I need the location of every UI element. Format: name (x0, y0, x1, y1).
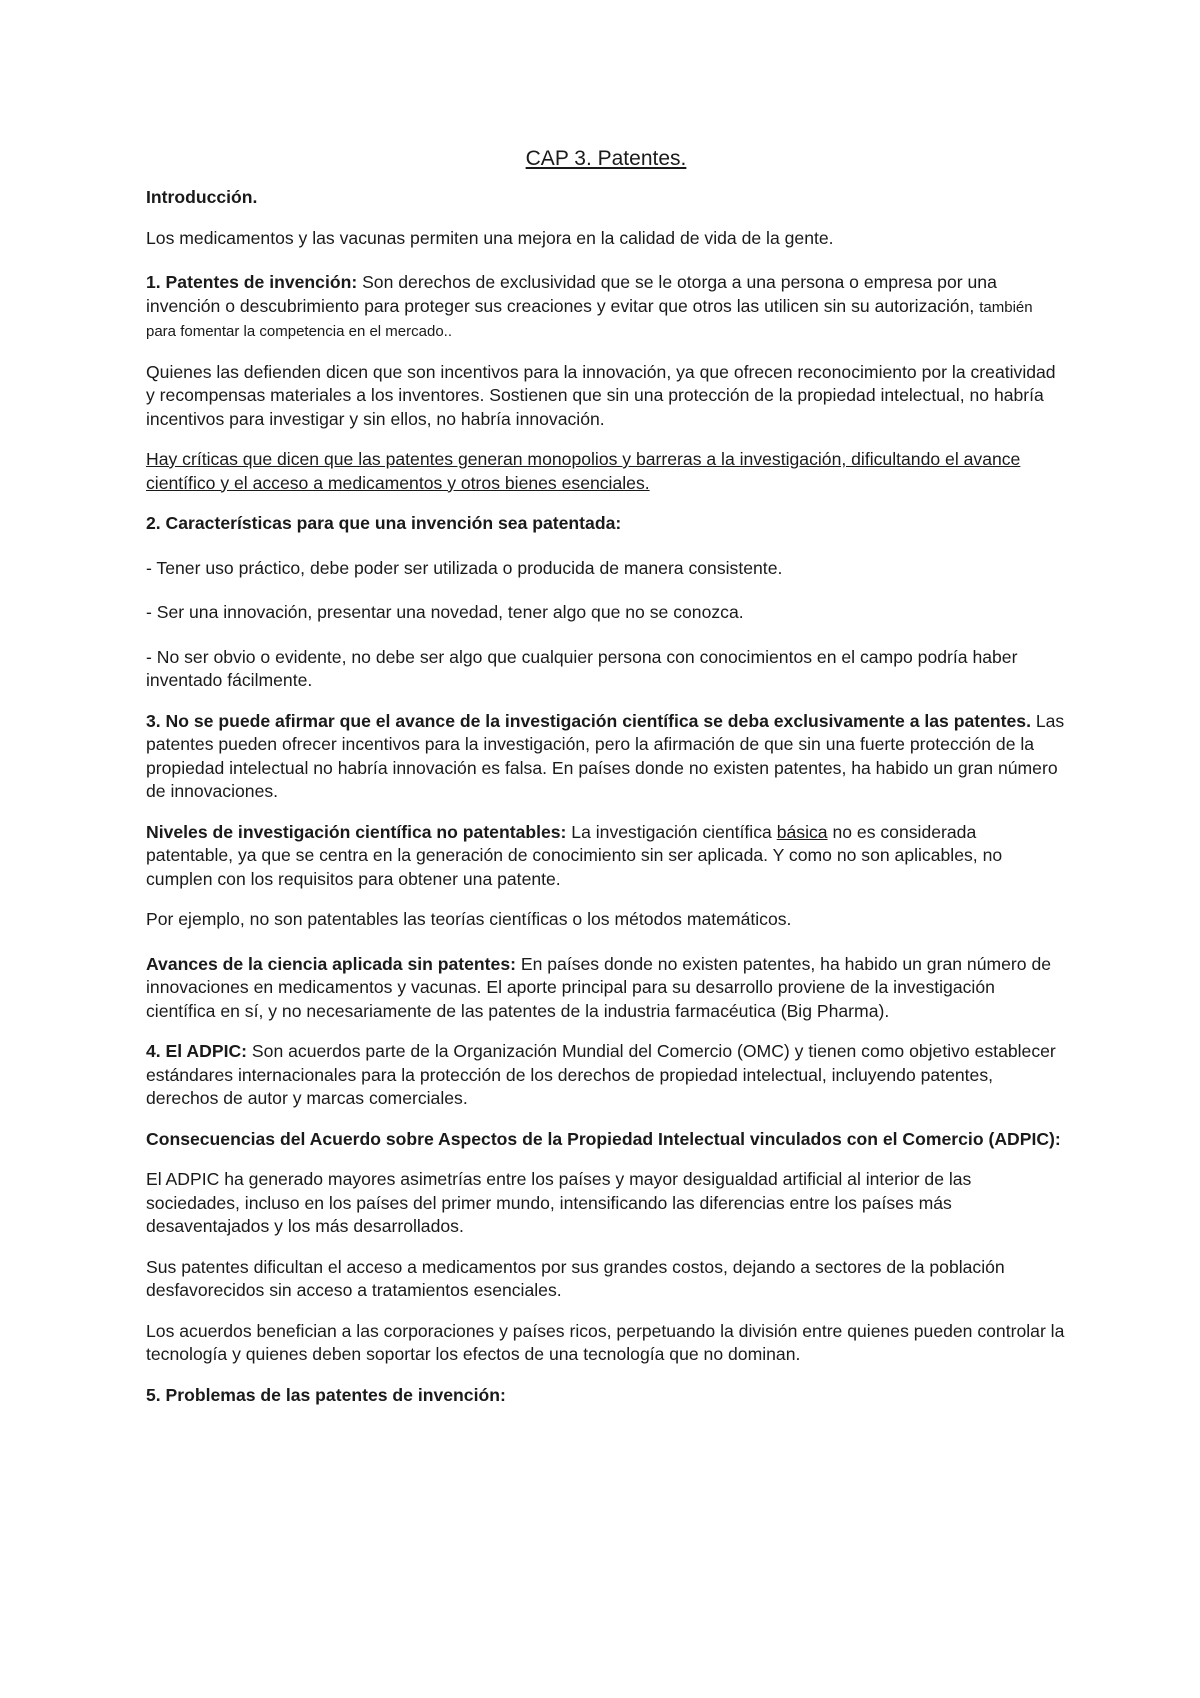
section-4-text: Son acuerdos parte de la Organización Mundial del Comercio (OMC) y tienen como objetivo establecer estándares internacionales para la protección de los derechos de propiedad intelectual, incluyendo patentes, derechos de autor y marcas comerciales. (146, 1041, 1056, 1108)
intro-paragraph: Los medicamentos y las vacunas permiten una mejora en la calidad de vida de la gente. (146, 227, 834, 248)
section-3-text: Las patentes pueden ofrecer incentivos para la investigación, pero la afirmación de que sin una fuerte protección de la propiedad intelectual no habría innovación es falsa. En países donde no existen patentes, ha habido un gran número de innovaciones. (146, 710, 1065, 801)
consecuencias-paragraph-1: El ADPIC ha generado mayores asimetrías entre los países y mayor desigualdad artificial al interior de las sociedades, incluso en los países del primer mundo, intensificando las diferencias entre los países más desaventajados y los más desarrollados. (146, 1169, 972, 1236)
section-3-paragraph (146, 710, 1066, 804)
section-1-heading: 1. Patentes de invención: (146, 272, 358, 292)
section-3-heading: 3. No se puede afirmar que el avance de la investigación científica se deba exclusivamente a las patentes. (146, 710, 1031, 731)
section-2-item-2: - Ser una innovación, presentar una novedad, tener algo que no se conozca. (146, 602, 744, 622)
section-4-heading: 4. El ADPIC: (146, 1041, 248, 1061)
consecuencias-paragraph-3: Los acuerdos benefician a las corporaciones y países ricos, perpetuando la división entre quienes pueden controlar la tecnología y quienes deben soportar los efectos de una tecnología que no dominan. (146, 1320, 1065, 1364)
section-2-item-3: - No ser obvio o evidente, no debe ser algo que cualquier persona con conocimientos en el campo podría haber inventado fácilmente. (146, 646, 1018, 690)
section-1-text: Son derechos de exclusividad que se le otorga a una persona o empresa por una invención o descubrimiento para proteger sus creaciones y evitar que otros las utilicen sin su autorización, (146, 272, 997, 316)
section-1-paragraph (146, 271, 1066, 344)
consecuencias-heading-paragraph (146, 1128, 1066, 1152)
ejemplo-paragraph: Por ejemplo, no son patentables las teorías científicas o los métodos matemáticos. (146, 909, 792, 929)
section-1-small-text: también para fomentar la competencia en el mercado.. (146, 298, 1033, 340)
niveles-heading: Niveles de investigación científica no patentables: (146, 821, 567, 842)
section-1-paragraph-3-underlined: Hay críticas que dicen que las patentes generan monopolios y barreras a la investigación, dificultando el avance científico y el acceso a medicamentos y otros bienes esenciales. (146, 449, 1021, 493)
document-page (146, 146, 1066, 1428)
section-1-paragraph-2: Quienes las defienden dicen que son incentivos para la innovación, ya que ofrecen reconocimiento por la creatividad y recompensas materiales a los inventores. Sostienen que sin una protección de la propiedad intelectual, no habría incentivos para investigar y sin ellos, no habría innovación. (146, 361, 1056, 429)
avances-paragraph (146, 953, 1066, 1024)
niveles-underlined-word: básica (776, 821, 828, 842)
consecuencias-paragraph-2: Sus patentes dificultan el acceso a medicamentos por sus grandes costos, dejando a sectores de la población desfavorecidos sin acceso a tratamientos esenciales. (146, 1256, 1005, 1300)
section-2-heading: 2. Características para que una invención sea patentada: (146, 513, 622, 533)
niveles-paragraph (146, 821, 1066, 892)
intro-heading-text: Introducción. (146, 187, 258, 207)
avances-text: En países donde no existen patentes, ha habido un gran número de innovaciones en medicamentos y vacunas. El aporte principal para su desarrollo proviene de la investigación científica en sí, y no necesariamente de las patentes de la industria farmacéutica (Big Pharma). (146, 953, 1052, 1021)
section-2-heading-paragraph (146, 512, 1066, 536)
section-5-heading-paragraph (146, 1384, 1066, 1408)
section-4-paragraph (146, 1040, 1066, 1111)
section-5-heading: 5. Problemas de las patentes de invención: (146, 1384, 506, 1405)
intro-heading (146, 186, 1066, 210)
niveles-text-b: no es considerada patentable, ya que se centra en la generación de conocimiento sin ser aplicada. Y como no son aplicables, no cumplen con los requisitos para obtener una patente. (146, 821, 1003, 889)
section-2-item-1: - Tener uso práctico, debe poder ser utilizada o producida de manera consistente. (146, 557, 783, 578)
avances-heading: Avances de la ciencia aplicada sin patentes: (146, 953, 516, 974)
page-title: CAP 3. Patentes. (525, 147, 687, 170)
niveles-text-a: La investigación científica (566, 821, 777, 842)
consecuencias-heading: Consecuencias del Acuerdo sobre Aspectos de la Propiedad Intelectual vinculados con el Comercio (ADPIC): (146, 1128, 1061, 1149)
